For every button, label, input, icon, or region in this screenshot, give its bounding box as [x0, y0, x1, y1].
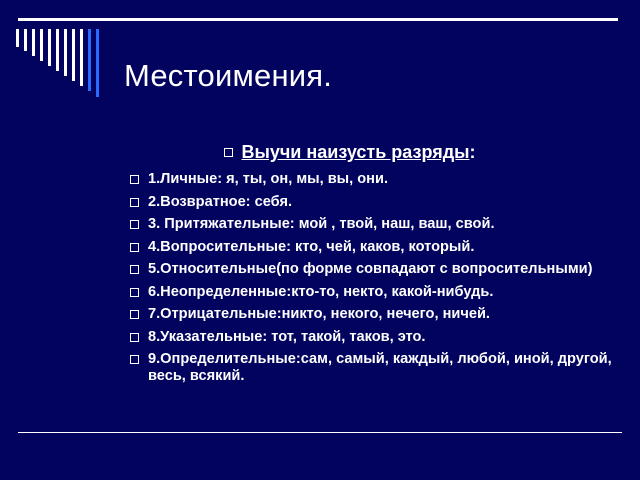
slide-title: Местоимения. — [124, 58, 333, 93]
heading-text: Выучи наизусть разряды — [241, 142, 470, 162]
top-rule — [18, 18, 618, 21]
hollow-square-icon — [130, 288, 139, 297]
list-item-text: 4.Вопросительные: кто, чей, каков, который. — [148, 238, 475, 255]
stripe — [24, 29, 27, 51]
list-item — [130, 261, 620, 278]
hollow-square-icon — [130, 198, 139, 207]
list-item-text: 6.Неопределенные:кто-то, некто, какой-нибудь. — [148, 283, 494, 300]
list-item — [130, 239, 620, 256]
hollow-square-icon — [130, 265, 139, 274]
stripe — [40, 29, 43, 61]
list-item — [130, 306, 620, 323]
decorative-stripes — [16, 29, 106, 99]
hollow-square-icon — [130, 355, 139, 364]
list-item-text: 9.Определительные:сам, самый, каждый, любой, иной, другой, весь, всякий. — [148, 351, 612, 384]
hollow-square-icon — [130, 220, 139, 229]
hollow-square-icon — [130, 333, 139, 342]
list-item — [130, 284, 620, 301]
hollow-square-icon — [130, 243, 139, 252]
stripe — [64, 29, 67, 76]
hollow-square-icon — [130, 175, 139, 184]
list-item-text: 8.Указательные: тот, такой, таков, это. — [148, 328, 426, 345]
stripe — [16, 29, 19, 47]
bottom-rule — [18, 432, 622, 433]
slide-content — [130, 142, 620, 391]
stripe — [56, 29, 59, 71]
pronoun-category-list — [130, 171, 620, 385]
list-item — [130, 351, 620, 385]
list-item — [130, 216, 620, 233]
stripe — [88, 29, 91, 91]
list-item-text: 5.Относительные(по форме совпадают с вопросительными) — [148, 261, 593, 277]
hollow-square-icon — [224, 148, 233, 157]
stripe — [48, 29, 51, 66]
list-item — [130, 194, 620, 211]
list-item-text: 1.Личные: я, ты, он, мы, вы, они. — [148, 171, 389, 187]
hollow-square-icon — [130, 310, 139, 319]
list-item — [130, 329, 620, 346]
list-item-text: 3. Притяжательные: мой , твой, наш, ваш, свой. — [148, 216, 495, 232]
stripe — [32, 29, 35, 56]
stripe — [72, 29, 75, 81]
stripe — [96, 29, 99, 97]
heading-suffix: : — [469, 142, 476, 162]
list-item-text: 2.Возвратное: себя. — [148, 193, 293, 210]
list-item-text: 7.Отрицательные:никто, некого, нечего, ничей. — [148, 306, 490, 322]
section-heading — [130, 142, 620, 163]
list-item — [130, 171, 620, 188]
stripe — [80, 29, 83, 86]
